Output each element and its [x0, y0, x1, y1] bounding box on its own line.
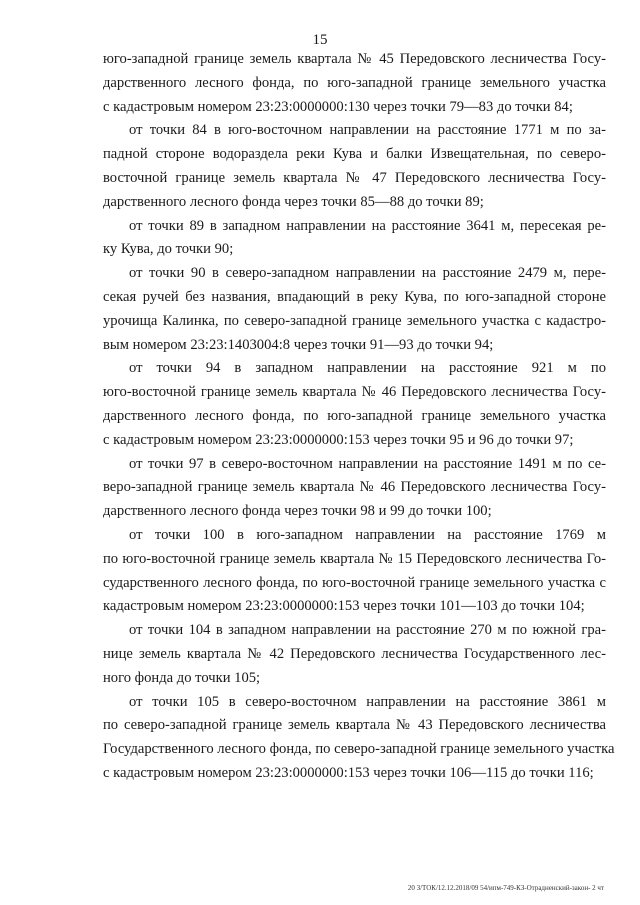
paragraph — [103, 357, 606, 452]
paragraph-line: Государственного лесного фонда, по северо-западной границе земельного участка — [103, 741, 615, 758]
paragraph — [103, 691, 615, 786]
paragraph-line: с кадастровым номером 23:23:0000000:153 через точки 106—115 до точки 116; — [103, 764, 594, 781]
paragraph — [103, 262, 606, 357]
paragraph-line: от точки 104 в западном направлении на расстояние 270 м по южной гра- — [129, 622, 606, 639]
paragraph-line: с кадастровым номером 23:23:0000000:130 через точки 79—83 до точки 84; — [103, 98, 573, 115]
paragraph-line: вым номером 23:23:1403004:8 через точки 91—93 до точки 94; — [103, 336, 494, 353]
paragraph-line: от точки 97 в северо-восточном направлении на расстояние 1491 м по се- — [129, 455, 606, 472]
paragraph-line: восточной границе земель квартала № 47 Передовского лесничества Госу- — [103, 169, 606, 186]
paragraph-line: юго-западной границе земель квартала № 45 Передовского лесничества Госу- — [103, 51, 606, 67]
paragraph-line: секая ручей без названия, впадающий в реку Кува, по юго-западной стороне — [103, 288, 606, 305]
paragraph-line: падной стороне водораздела реки Кува и балки Извещательная, по северо- — [103, 146, 606, 163]
paragraph-line: по северо-западной границе земель квартала № 43 Передовского лесничества — [103, 717, 606, 734]
paragraph-line: от точки 90 в северо-западном направлении на расстояние 2479 м, пере- — [129, 265, 606, 282]
footer-reference: 20 З/ТОК/12.12.2018/09 54/ипм-749-КЗ-Отрадненский-закон- 2 чт — [407, 884, 604, 892]
paragraph — [103, 453, 606, 524]
paragraph-line: дарственного лесного фонда, по юго-западной границе земельного участка — [103, 407, 606, 424]
paragraph-line: от точки 100 в юго-западном направлении на расстояние 1769 м — [129, 526, 606, 543]
paragraph — [103, 524, 606, 619]
paragraph — [103, 48, 606, 119]
paragraph-line: ного фонда до точки 105; — [103, 669, 261, 686]
paragraph-line: кадастровым номером 23:23:0000000:153 через точки 101—103 до точки 104; — [103, 598, 585, 615]
paragraph-line: дарственного лесного фонда, по юго-западной границе земельного участка — [103, 74, 606, 91]
paragraph-line: сударственного лесного фонда, по юго-восточной границе земельного участка с — [103, 574, 606, 591]
paragraph — [103, 119, 606, 214]
paragraph-line: юго-восточной границе земель квартала № 46 Передовского лесничества Госу- — [103, 384, 606, 401]
document-body — [103, 48, 615, 786]
paragraph-line: от точки 94 в западном направлении на расстояние 921 м по — [129, 360, 606, 377]
paragraph-line: ку Кува, до точки 90; — [103, 241, 234, 258]
paragraph-line: от точки 84 в юго-восточном направлении на расстояние 1771 м по за- — [129, 122, 606, 139]
page-number: 15 — [312, 32, 328, 48]
paragraph — [103, 215, 606, 263]
paragraph-line: от точки 105 в северо-восточном направлении на расстояние 3861 м — [129, 693, 606, 710]
paragraph-line: дарственного лесного фонда через точки 85—88 до точки 89; — [103, 193, 484, 210]
paragraph — [103, 619, 606, 690]
paragraph-line: урочища Калинка, по северо-западной границе земельного участка с кадастро- — [103, 312, 606, 329]
paragraph-line: с кадастровым номером 23:23:0000000:153 через точки 95 и 96 до точки 97; — [103, 431, 574, 448]
paragraph-line: дарственного лесного фонда через точки 98 и 99 до точки 100; — [103, 503, 492, 520]
paragraph-line: веро-западной границе земель квартала № 46 Передовского лесничества Госу- — [103, 479, 606, 496]
paragraph-line: от точки 89 в западном направлении на расстояние 3641 м, пересекая ре- — [129, 217, 606, 234]
paragraph-line: нице земель квартала № 42 Передовского лесничества Государственного лес- — [103, 645, 606, 662]
paragraph-line: по юго-восточной границе земель квартала № 15 Передовского лесничества Го- — [103, 550, 606, 567]
